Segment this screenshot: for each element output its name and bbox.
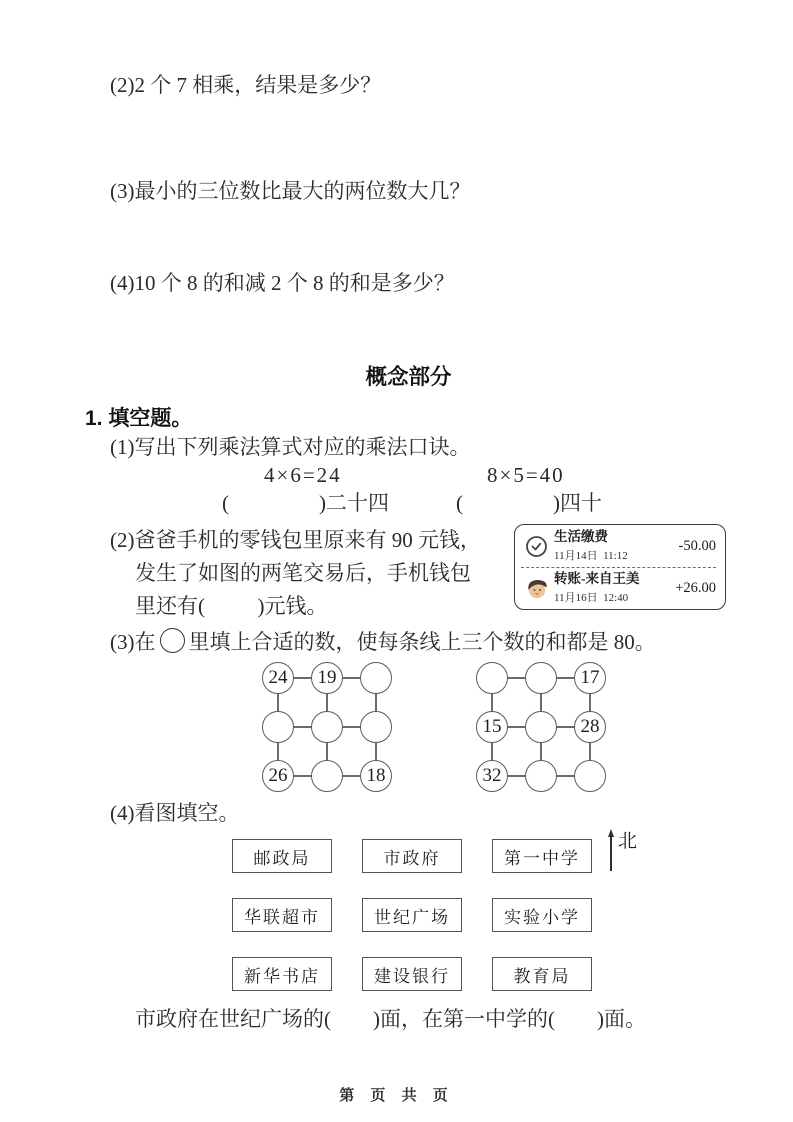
sub2-line-3: 里还有( )元钱。 xyxy=(135,594,328,618)
transaction-datetime: 11月16日 12:40 xyxy=(554,591,629,604)
building-box: 邮政局 xyxy=(232,839,332,873)
paren-close: )二十四 xyxy=(319,491,389,515)
building-box: 教育局 xyxy=(492,957,592,991)
transaction-title: 转账-来自王美 xyxy=(554,571,640,587)
magic-grid-left xyxy=(262,662,392,792)
transaction-title: 生活缴费 xyxy=(554,529,608,545)
transaction-datetime: 11月14日 11:12 xyxy=(554,549,628,562)
dashed-divider xyxy=(521,567,716,568)
building-box: 建设银行 xyxy=(362,957,462,991)
magic-cell: 19 xyxy=(311,662,343,694)
page-footer: 第 页 共 页 xyxy=(339,1087,454,1104)
question-4-text: (4)10 个 8 的和减 2 个 8 的和是多少？ xyxy=(110,271,455,295)
sub4-instruction: (4)看图填空。 xyxy=(110,801,240,825)
magic-cell xyxy=(311,760,343,792)
transaction-row xyxy=(521,528,716,564)
sub2-line-1: (2)爸爸手机的零钱包里原来有 90 元钱， xyxy=(110,528,481,552)
magic-cell: 24 xyxy=(262,662,294,694)
magic-grid-right xyxy=(476,662,606,792)
magic-cell: 18 xyxy=(360,760,392,792)
equation-2: 8×5=40 xyxy=(487,463,565,487)
building-box: 新华书店 xyxy=(232,957,332,991)
building-box: 第一中学 xyxy=(492,839,592,873)
paren-close: )四十 xyxy=(553,491,602,515)
sub4-answer-line: 市政府在世纪广场的( )面，在第一中学的( )面。 xyxy=(135,1007,646,1031)
sub2-line-2: 发生了如图的两笔交易后，手机钱包 xyxy=(135,561,471,585)
magic-cell: 28 xyxy=(574,711,606,743)
sub3-instruction xyxy=(110,628,656,655)
magic-cell: 32 xyxy=(476,760,508,792)
question-3-text: (3)最小的三位数比最大的两位数大几？ xyxy=(110,179,471,203)
paren-open: ( xyxy=(222,491,229,515)
paren-open: ( xyxy=(456,491,463,515)
magic-cell xyxy=(476,662,508,694)
avatar-icon xyxy=(521,576,551,601)
building-box: 市政府 xyxy=(362,839,462,873)
north-indicator xyxy=(608,826,637,871)
magic-cell xyxy=(574,760,606,792)
bill-check-icon xyxy=(521,534,551,559)
building-box: 华联超市 xyxy=(232,898,332,932)
magic-cell xyxy=(360,711,392,743)
north-label: 北 xyxy=(618,831,638,852)
transaction-row xyxy=(521,570,716,606)
building-box: 实验小学 xyxy=(492,898,592,932)
question-2-text: (2)2 个 7 相乘，结果是多少？ xyxy=(110,73,382,97)
magic-cell xyxy=(525,662,557,694)
magic-cell xyxy=(525,711,557,743)
magic-cell xyxy=(360,662,392,694)
magic-cell: 15 xyxy=(476,711,508,743)
north-arrow-icon xyxy=(608,829,614,871)
section-title: 概念部分 xyxy=(365,365,452,389)
magic-cell: 26 xyxy=(262,760,294,792)
equation-1: 4×6=24 xyxy=(264,463,342,487)
answer-blank-1 xyxy=(222,490,389,516)
sub3-prefix: (3)在 xyxy=(110,630,156,654)
magic-cell xyxy=(525,760,557,792)
answer-blank-2 xyxy=(456,490,602,516)
blank-circle-icon xyxy=(160,628,185,653)
building-map-grid xyxy=(232,839,592,991)
sub3-suffix: 里填上合适的数，使每条线上三个数的和都是 80。 xyxy=(188,630,656,654)
magic-cell: 17 xyxy=(574,662,606,694)
magic-cell xyxy=(262,711,294,743)
building-box: 世纪广场 xyxy=(362,898,462,932)
sub1-instruction: (1)写出下列乘法算式对应的乘法口诀。 xyxy=(110,435,471,459)
transaction-amount: -50.00 xyxy=(678,537,716,554)
transaction-amount: +26.00 xyxy=(675,579,716,596)
wallet-transactions-card xyxy=(514,524,726,610)
magic-cell xyxy=(311,711,343,743)
item-1-title: 1. 填空题。 xyxy=(85,407,193,430)
